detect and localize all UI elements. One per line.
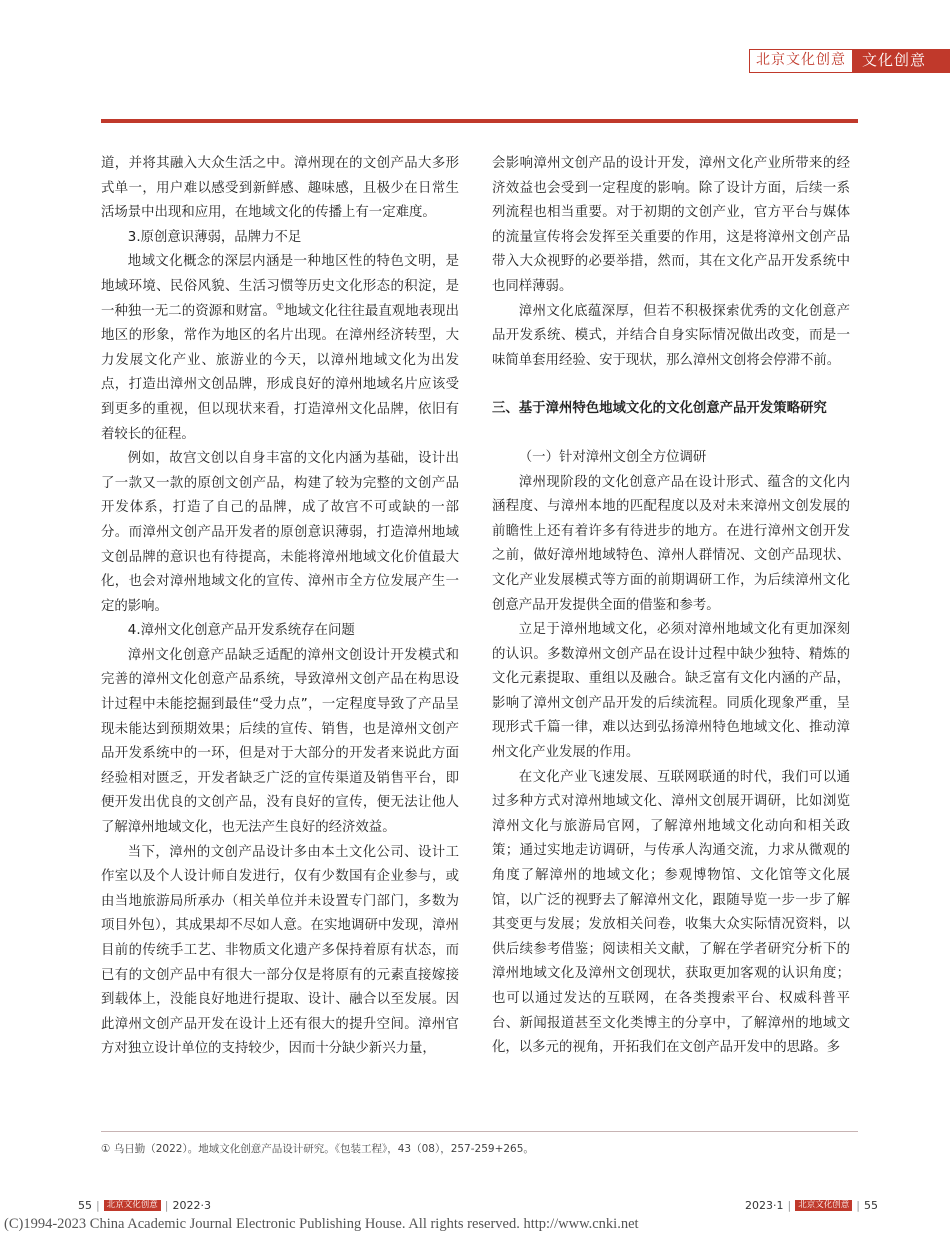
footnote-ref[interactable]: ① — [275, 302, 285, 313]
copyright-notice: (C)1994-2023 China Academic Journal Electronic Publishing House. All rights reserved. http://www.cnki.net — [4, 1216, 639, 1232]
footnote: ① 乌日勤（2022）。地域文化创意产品设计研究。《包装工程》，43（08），257-259+265。 — [101, 1143, 534, 1155]
left-paragraph-2a: 地域文化概念的深层内涵是一种地区性的特色文明，是地域环境、民俗风貌、生活习惯等历史文化形态的积淀，是一种独一无二的资源和财富。 — [101, 254, 459, 319]
footer-right-issue: 2023·1 — [745, 1199, 784, 1212]
footer-left-brand-logo: 北京文化创意 — [104, 1200, 161, 1211]
footer-separator: | — [164, 1199, 169, 1212]
right-paragraph-2: 漳州文化底蕴深厚，但若不积极探索优秀的文化创意产品开发系统、模式，并结合自身实际情况做出改变，而是一味简单套用经验、安于现状，那么漳州文创将会停滞不前。 — [492, 303, 850, 368]
right-paragraph-3: 漳州现阶段的文化创意产品在设计形式、蕴含的文化内涵程度、与漳州本地的匹配程度以及对未来漳州文创发展的前瞻性上还有着许多有待进步的地方。在进行漳州文创开发之前，做好漳州地域特色、漳州人群情况、文创产品现状、文化产业发展模式等方面的前期调研工作，为后续漳州文化创意产品开发提供全面的借鉴和参考。 — [492, 474, 850, 613]
footer-separator: | — [96, 1199, 100, 1212]
footer-right-brand-logo: 北京文化创意 — [795, 1200, 852, 1211]
footer-left — [78, 1199, 211, 1212]
left-heading-4: 4.漳州文化创意产品开发系统存在问题 — [127, 623, 355, 639]
left-paragraph-3: 例如，故宫文创以自身丰富的文化内涵为基础，设计出了一款又一款的原创文创产品，构建了较为完整的文创产品开发体系，打造了自己的品牌，成了故宫不可或缺的一部分。而漳州文创产品开发者的原创意识薄弱，打造漳州地域文创品牌的意识也有待提高，未能将漳州地域文化价值最大化，也会对漳州地域文化的宣传、漳州市全方位发展产生一定的影响。 — [101, 451, 459, 614]
left-column — [101, 152, 459, 1062]
footer-left-page: 55 — [78, 1199, 92, 1212]
footnote-rule — [101, 1131, 858, 1132]
footer-right-page: 55 — [864, 1199, 878, 1212]
left-paragraph-5: 当下，漳州的文创产品设计多由本土文化公司、设计工作室以及个人设计师自发进行，仅有少数国有企业参与，或由当地旅游局所承办（相关单位并未设置专门部门，多数为项目外包），其成果却不尽如人意。在实地调研中发现，漳州目前的传统手工艺、非物质文化遗产多保持着原有状态，而已有的文创产品中有很大一部分仅是将原有的元素直接嫁接到载体上，没能良好地进行提取、设计、融合以至发展。因此漳州文创产品开发在设计上还有很大的提升空间。漳州官方对独立设计单位的支持较少，因而十分缺少新兴力量， — [101, 844, 459, 1057]
right-paragraph-4: 立足于漳州地域文化，必须对漳州地域文化有更加深刻的认识。多数漳州文创产品在设计过程中缺少独特、精炼的文化元素提取、重组以及融合。缺乏富有文化内涵的产品，影响了漳州文创产品开发的后续流程。同质化现象严重，呈现形式千篇一律，难以达到弘扬漳州特色地域文化、推动漳州文化产业发展的作用。 — [492, 622, 850, 761]
right-column — [492, 152, 850, 1061]
running-header — [749, 49, 950, 73]
section-title: 三、基于漳州特色地域文化的文化创意产品开发策略研究 — [492, 401, 827, 417]
left-paragraph-4: 漳州文化创意产品缺乏适配的漳州文创设计开发模式和完善的漳州文化创意产品系统，导致漳州文创产品在构思设计过程中未能挖掘到最佳“受力点”，一定程度导致了产品呈现未能达到预期效果；后续的宣传、销售，也是漳州文创产品开发系统中的一环，但是对于大部分的开发者来说此方面经验相对匮乏，开发者缺乏广泛的宣传渠道及销售平台，即便开发出优良的文创产品，没有良好的宣传，便无法让他人了解漳州地域文化，也无法产生良好的经济效益。 — [101, 647, 459, 836]
left-paragraph-2 — [101, 250, 459, 447]
footer-left-issue: 2022·3 — [172, 1199, 211, 1212]
right-paragraph-1: 会影响漳州文创产品的设计开发，漳州文化产业所带来的经济效益也会受到一定程度的影响。除了设计方面，后续一系列流程也相当重要。对于初期的文创产业，官方平台与媒体的流量宣传将会发挥至关重要的作用，这是将漳州文创产品带入大众视野的必要举措，然而，其在文化产品开发系统中也同样薄弱。 — [492, 156, 850, 294]
footer-separator: | — [787, 1199, 792, 1212]
header-rule — [101, 119, 858, 123]
left-paragraph-1: 道，并将其融入大众生活之中。漳州现在的文创产品大多形式单一，用户难以感受到新鲜感、趣味感，且极少在日常生活场景中出现和应用，在地域文化的传播上有一定难度。 — [101, 156, 459, 221]
left-paragraph-2b: 地域文化往往最直观地表现出地区的形象，常作为地区的名片出现。在漳州经济转型，大力发展文化产业、旅游业的今天，以漳州地域文化为出发点，打造出漳州文创品牌，形成良好的漳州地域名片应该受到更多的重视，但以现状来看，打造漳州文化品牌，依旧有着较长的征程。 — [101, 303, 460, 442]
right-paragraph-5: 在文化产业飞速发展、互联网联通的时代，我们可以通过多种方式对漳州地域文化、漳州文创展开调研，比如浏览漳州文化与旅游局官网，了解漳州地域文化动向和相关政策；通过实地走访调研，与传承人沟通交流，力求从微观的角度了解漳州的地域文化；参观博物馆、文化馆等文化展馆，以广泛的视野去了解漳州文化，跟随导览一步一步了解其变更与发展；发放相关问卷，收集大众实际情况资料，以供后续参考借鉴；阅读相关文献，了解在学者研究分析下的漳州地域文化及漳州文创现状，获取更加客观的认识角度；也可以通过发达的互联网，在各类搜索平台、权威科普平台、新闻报道甚至文化类博主的分享中，了解漳州的地域文化，以多元的视角，开拓我们在文创产品开发中的思路。多 — [492, 769, 850, 1056]
left-heading-3: 3.原创意识薄弱，品牌力不足 — [127, 229, 302, 245]
subsection-title: （一）针对漳州文创全方位调研 — [518, 449, 707, 465]
header-series: 北京文化创意 — [750, 50, 852, 72]
header-section: 文化创意 — [852, 50, 950, 72]
footer-right — [745, 1199, 878, 1212]
footer-separator: | — [856, 1199, 860, 1212]
